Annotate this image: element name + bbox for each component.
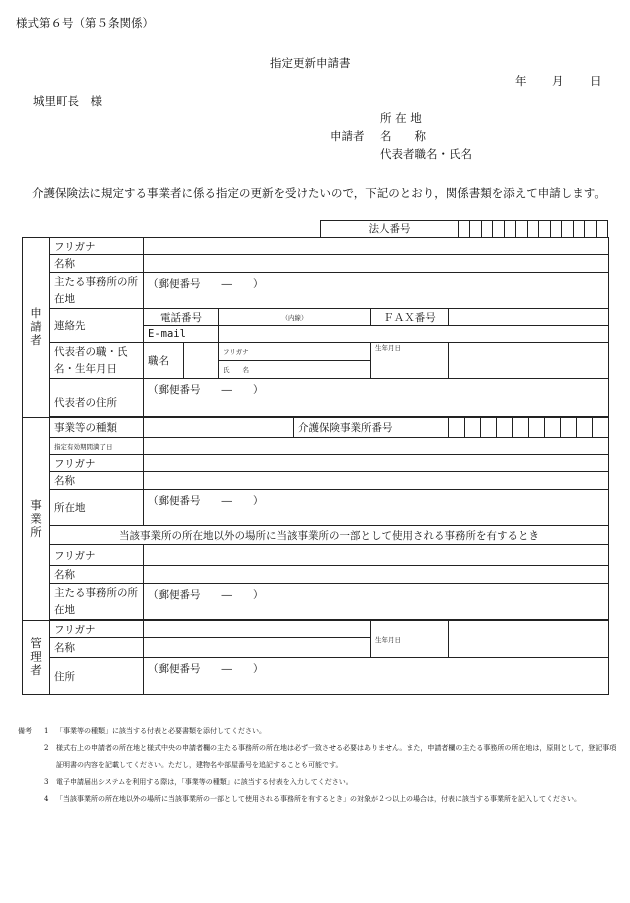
care-number-boxes[interactable]: [449, 418, 609, 438]
manager-furigana-label: フリガナ: [50, 621, 144, 638]
notes-label: 備考: [18, 727, 32, 735]
rep-address-field[interactable]: [144, 379, 609, 417]
sub-office-postal-label: （郵便番号 ― ）: [148, 589, 264, 601]
rep-birthdate-label: 生年月日: [371, 343, 449, 379]
facility-postal-label: （郵便番号 ― ）: [148, 495, 264, 507]
note-number: 3: [44, 778, 49, 786]
facility-furigana-label: フリガナ: [50, 455, 144, 472]
expiry-date-field[interactable]: [144, 438, 609, 455]
representative-label: 代表者職名・氏名: [380, 147, 472, 161]
rep-postal-label: （郵便番号 ― ）: [148, 384, 264, 396]
note-text: 電子申請届出システムを利用する際は，「事業等の種類」に該当する付表を入力してください。: [56, 778, 353, 786]
note-text: 「事業等の種類」に該当する付表と必要書類を添付してください。: [56, 727, 266, 735]
sub-office-furigana-field[interactable]: [144, 545, 609, 566]
phone-label: 電話番号: [144, 309, 219, 326]
job-title-label: 職名: [144, 343, 184, 379]
rep-birthdate-field[interactable]: [449, 343, 609, 379]
note-number: 1: [44, 727, 49, 735]
care-number-label: 介護保険事業所番号: [294, 418, 449, 438]
facility-address-label: 所在地: [50, 490, 144, 526]
rep-furigana-label: フリガナ: [219, 343, 371, 361]
note-number: 2: [44, 744, 49, 752]
manager-furigana-field[interactable]: [144, 621, 371, 638]
address-label: 所 在 地: [380, 111, 422, 125]
name-label: 名 称: [380, 129, 426, 143]
facility-name-field[interactable]: [144, 472, 609, 490]
applicant-furigana-label: フリガナ: [50, 238, 144, 255]
manager-birthdate-label: 生年月日: [371, 621, 449, 658]
note-number: 4: [44, 795, 49, 803]
date-year-label: 年: [515, 74, 527, 88]
applicant-furigana-field[interactable]: [144, 238, 609, 255]
notes-section: [18, 723, 618, 808]
section-facility: 事業所: [23, 418, 50, 621]
corporate-number-label: 法人番号: [368, 223, 411, 235]
rep-name-label: 氏 名: [219, 361, 371, 379]
form-number: 様式第６号（第５条関係）: [16, 16, 154, 30]
facility-type-label: 事業等の種類: [50, 418, 144, 438]
date-month-label: 月: [552, 74, 564, 88]
note-text: 様式右上の申請者の所在地と様式中央の申請者欄の主たる事務所の所在地は必ず一致させる必要はありません。また，申請者欄の主たる事務所の所在地は，原則として，登記事項証明書の内容を記載してください。ただし，建物名や部屋番号を追記することも可能です。: [56, 744, 617, 769]
representative-info-label: 代表者の職・氏名・生年月日: [50, 343, 144, 379]
applicant-office-label: 主たる事務所の所在地: [50, 273, 144, 309]
facility-furigana-field[interactable]: [144, 455, 609, 472]
applicant-label: 申請者: [330, 129, 365, 143]
applicant-name-label: 名称: [50, 255, 144, 273]
sub-office-name-field[interactable]: [144, 566, 609, 584]
applicant-postal-label: （郵便番号 ― ）: [148, 278, 264, 290]
manager-postal-label: （郵便番号 ― ）: [148, 663, 264, 675]
manager-birthdate-field[interactable]: [449, 621, 609, 658]
sub-office-heading: 当該事業所の所在地以外の場所に当該事業所の一部として使用される事務所を有するとき: [50, 526, 609, 545]
rep-address-label: 代表者の住所: [50, 379, 144, 417]
corporate-number-boxes[interactable]: [458, 221, 607, 237]
job-title-field[interactable]: [184, 343, 219, 379]
section-applicant: 申請者: [23, 238, 50, 418]
expiry-date-label: 指定有効期間満了日: [50, 438, 144, 455]
sub-office-address-label: 主たる事務所の所在地: [50, 584, 144, 620]
manager-address-label: 住所: [50, 658, 144, 695]
manager-address-field[interactable]: [144, 658, 609, 695]
fax-field[interactable]: [449, 309, 609, 326]
fax-label: ＦＡＸ番号: [371, 309, 449, 326]
section-manager: 管理者: [23, 621, 50, 695]
facility-type-field[interactable]: [144, 418, 294, 438]
corporate-number-row: [320, 220, 608, 237]
body-text: 介護保険法に規定する事業者に係る指定の更新を受けたいので，下記のとおり，関係書類を添えて申請します。: [32, 186, 606, 200]
email-field[interactable]: [219, 326, 609, 343]
applicant-office-field[interactable]: [144, 273, 609, 309]
facility-address-field[interactable]: [144, 490, 609, 526]
email-label: E-mail: [144, 326, 219, 343]
applicant-name-field[interactable]: [144, 255, 609, 273]
sub-office-name-label: 名称: [50, 566, 144, 584]
page-title: 指定更新申請書: [270, 56, 351, 70]
note-text: 「当該事業所の所在地以外の場所に当該事業所の一部として使用される事務所を有するとき」の対象が２つ以上の場合は，付表に該当する事業所を記入してください。: [56, 795, 581, 803]
application-form-table: [22, 237, 609, 695]
facility-name-label: 名称: [50, 472, 144, 490]
manager-name-label: 名称: [50, 638, 144, 658]
addressee: 城里町長 様: [33, 94, 102, 108]
contact-label: 連絡先: [50, 309, 144, 343]
manager-name-field[interactable]: [144, 638, 371, 658]
extension-label: （内線）: [219, 309, 371, 326]
date-day-label: 日: [590, 74, 602, 88]
sub-office-address-field[interactable]: [144, 584, 609, 620]
sub-office-furigana-label: フリガナ: [50, 545, 144, 566]
